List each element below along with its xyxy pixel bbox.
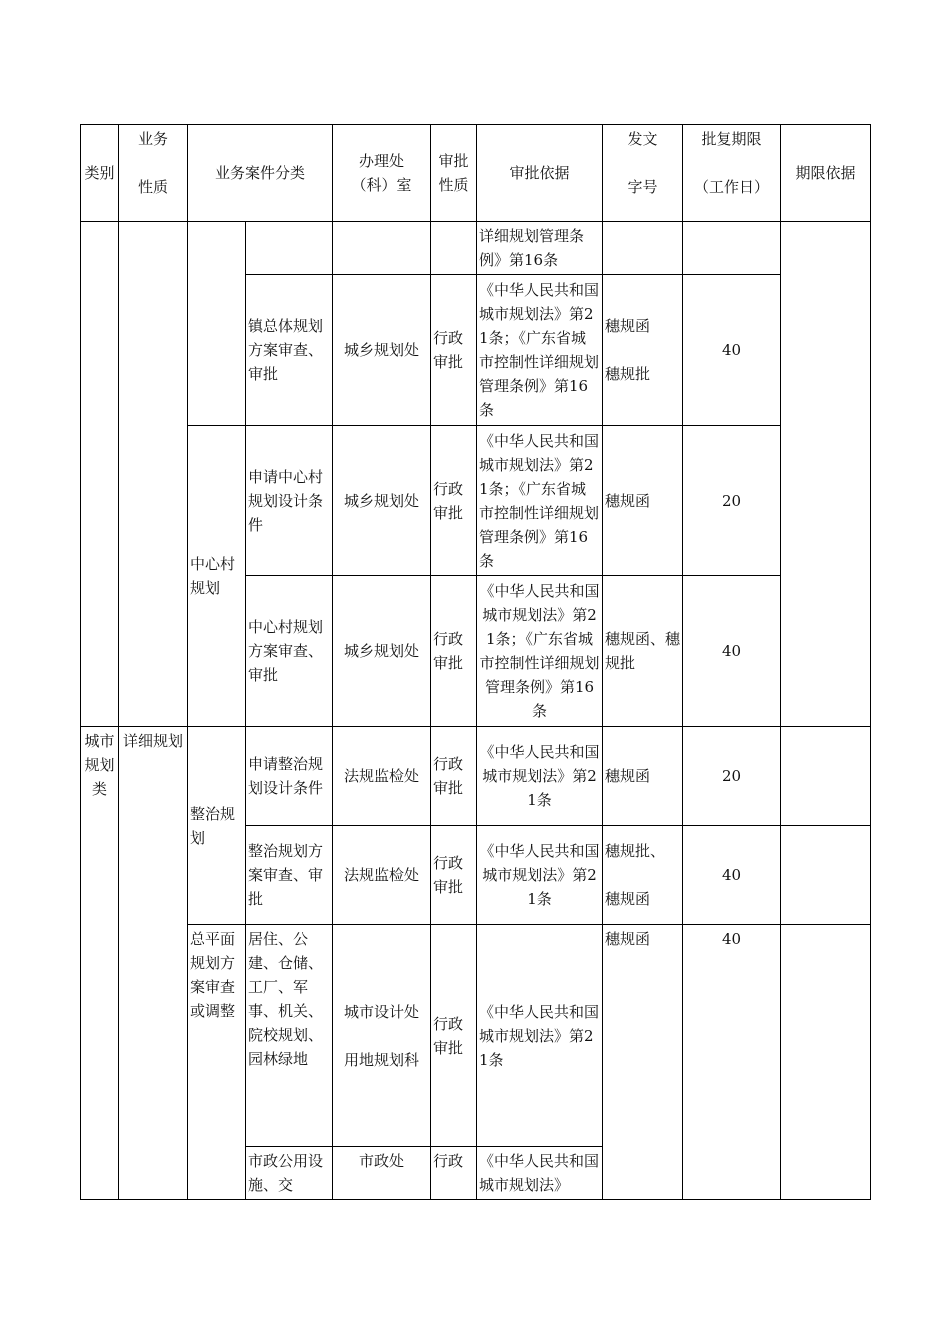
deadline-cell: 20 <box>683 727 781 826</box>
approval-cell: 行政审批 <box>431 275 477 426</box>
office-cell: 市政处 <box>333 1147 431 1200</box>
office-cell: 城乡规划处 <box>333 275 431 426</box>
basis-cell: 《中华人民共和国城市规划法》第21条；《广东省城市控制性详细规划管理条例》第16条 <box>477 576 603 727</box>
office-cell: 城乡规划处 <box>333 426 431 576</box>
basis-cell: 《中华人民共和国城市规划法》第21条 <box>477 925 603 1147</box>
deadline-cell: 20 <box>683 426 781 576</box>
deadline-cell: 40 <box>683 275 781 426</box>
header-approval-nature: 审批 性质 <box>431 125 477 222</box>
approval-cell: 行政审批 <box>431 426 477 576</box>
approval-cell: 行政 <box>431 1147 477 1200</box>
doc-no-cell: 穗规函 穗规批 <box>603 275 683 426</box>
header-case-class: 业务案件分类 <box>188 125 333 222</box>
header-doc-no: 发文 字号 <box>603 125 683 222</box>
table-row <box>81 925 871 1147</box>
approval-cell: 行政审批 <box>431 925 477 1147</box>
deadline-cell: 40 <box>683 925 781 1200</box>
item-cell: 镇总体规划方案审查、审批 <box>246 275 333 426</box>
group-master-plan: 总平面规划方案审查或调整 <box>188 925 246 1200</box>
header-row <box>81 125 871 222</box>
header-category: 类别 <box>81 125 119 222</box>
office-cell: 法规监检处 <box>333 727 431 826</box>
doc-no-cell: 穗规函 <box>603 925 683 1200</box>
doc-no-cell <box>603 222 683 275</box>
approval-table <box>80 124 871 1200</box>
deadline-cell: 40 <box>683 576 781 727</box>
basis-cell: 详细规划管理条例》第16条 <box>477 222 603 275</box>
nature-cell-empty <box>119 222 188 727</box>
item-cell: 居住、公建、仓储、工厂、军事、机关、院校规划、园林绿地 <box>246 925 333 1147</box>
group-renovation: 整治规划 <box>188 727 246 925</box>
group-central-village: 中心村规划 <box>188 426 246 727</box>
approval-cell: 行政审批 <box>431 727 477 826</box>
header-basis: 审批依据 <box>477 125 603 222</box>
deadline-cell <box>683 222 781 275</box>
header-nature: 业务 性质 <box>119 125 188 222</box>
office-cell: 城乡规划处 <box>333 576 431 727</box>
item-cell: 市政公用设施、交 <box>246 1147 333 1200</box>
doc-no-cell: 穗规批、 穗规函 <box>603 826 683 925</box>
deadline-basis-cell <box>781 222 871 727</box>
table-row <box>81 426 871 576</box>
basis-cell: 《中华人民共和国城市规划法》第21条；《广东省城市控制性详细规划管理条例》第16条 <box>477 426 603 576</box>
category-city-planning: 城市规划类 <box>81 727 119 1200</box>
basis-cell: 《中华人民共和国城市规划法》第21条 <box>477 826 603 925</box>
basis-cell: 《中华人民共和国城市规划法》 <box>477 1147 603 1200</box>
item-cell <box>246 222 333 275</box>
deadline-cell: 40 <box>683 826 781 925</box>
approval-cell <box>431 222 477 275</box>
nature-detailed-planning: 详细规划 <box>119 727 188 1200</box>
category-cell-empty <box>81 222 119 727</box>
basis-cell: 《中华人民共和国城市规划法》第21条；《广东省城市控制性详细规划管理条例》第16条 <box>477 275 603 426</box>
doc-no-cell: 穗规函 <box>603 426 683 576</box>
item-cell: 整治规划方案审查、审批 <box>246 826 333 925</box>
approval-cell: 行政审批 <box>431 826 477 925</box>
header-deadline: 批复期限 （工作日） <box>683 125 781 222</box>
doc-no-cell: 穗规函 <box>603 727 683 826</box>
group-cell-empty <box>188 222 246 426</box>
office-cell: 法规监检处 <box>333 826 431 925</box>
item-cell: 中心村规划方案审查、审批 <box>246 576 333 727</box>
table-row <box>81 222 871 275</box>
deadline-basis-cell <box>781 826 871 925</box>
deadline-basis-cell <box>781 727 871 826</box>
header-deadline-basis: 期限依据 <box>781 125 871 222</box>
office-cell: 城市设计处 用地规划科 <box>333 925 431 1147</box>
doc-no-cell: 穗规函、穗规批 <box>603 576 683 727</box>
office-cell <box>333 222 431 275</box>
table-row <box>81 727 871 826</box>
item-cell: 申请整治规划设计条件 <box>246 727 333 826</box>
deadline-basis-cell <box>781 925 871 1200</box>
header-office: 办理处 （科）室 <box>333 125 431 222</box>
item-cell: 申请中心村规划设计条件 <box>246 426 333 576</box>
approval-cell: 行政审批 <box>431 576 477 727</box>
basis-cell: 《中华人民共和国城市规划法》第21条 <box>477 727 603 826</box>
